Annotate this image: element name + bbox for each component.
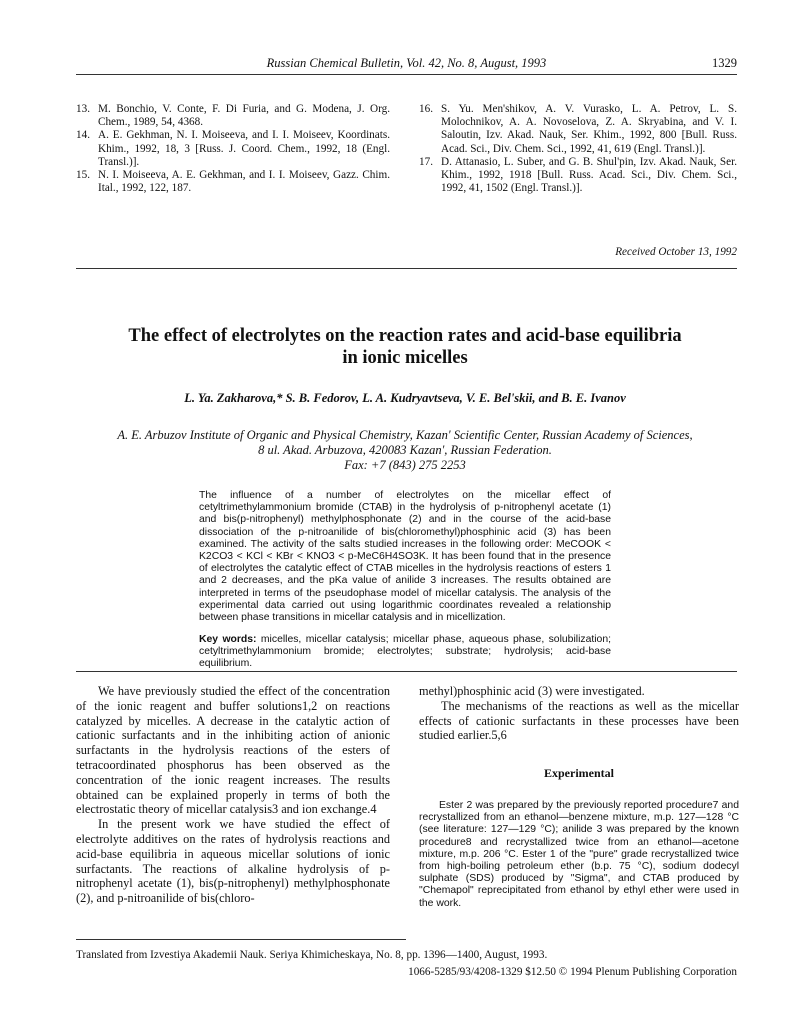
keywords-text: micelles, micellar catalysis; micellar phase, aqueous phase, solubilization; cetyltrimethylammonium bromide; electrolytes; substrate; hydrolysis; acid-base equilibrium. bbox=[199, 634, 611, 670]
paragraph: methyl)phosphinic acid (3) were investigated. bbox=[419, 684, 645, 698]
section-heading: Experimental bbox=[544, 766, 614, 780]
journal-citation: Russian Chemical Bulletin, Vol. 42, No. 8, August, 1993 bbox=[266, 56, 547, 70]
abstract: The influence of a number of electrolytes on the micellar effect of cetyltrimethylammonium bromide (CTAB) in the hydrolysis of p-nitrophenyl acetate (1) and bis(p-nitrophenyl) methylphosphonate (2) and in the course of the acid-base dissociation of the p-nitroanilide of bis(chloromethyl)phosphinic acid (3) has been examined. The activity of the salts studied increases in the following order: MeCOOK < K2CO3 < KCl < KBr < KNO3 < p-MeC6H4SO3K. It has been found that in the presence of electrolytes the catalytic effect of CTAB micelles in the hydrolysis reactions of esters 1 and 2 decreases, and the pKa value of anilide 3 increases. The results obtained are interpreted in terms of the pseudophase model of micellar catalysis. The analysis of the experimental data carried out using logarithmic coordinates revealed a relationship between phase transitions in micellar catalysis and in micellization. bbox=[199, 490, 611, 624]
reference-item: 13. M. Bonchio, V. Conte, F. Di Furia, and G. Modena, J. Org. Chem., 1989, 54, 4368. bbox=[76, 103, 390, 129]
body-left-column bbox=[76, 684, 390, 906]
section-divider bbox=[76, 671, 737, 672]
references-right-column bbox=[419, 103, 737, 195]
affiliation: A. E. Arbuzov Institute of Organic and Physical Chemistry, Kazan' Scientific Center, Russian Academy of Sciences, 8 ul. Akad. Arbuzova, 420083 Kazan', Russian Federation. Fax: +7 (843) 275 2253 bbox=[117, 428, 693, 472]
paragraph: The mechanisms of the reactions as well as the micellar effects of cationic surfactants in these processes have been studied earlier.5,6 bbox=[419, 698, 739, 743]
references-left-column bbox=[76, 103, 390, 195]
reference-item: 17. D. Attanasio, L. Suber, and G. B. Shul'pin, Izv. Akad. Nauk, Ser. Khim., 1992, 1918 [Bull. Russ. Acad. Sci., Div. Chem. Sci., 1992, 41, 1502 (Engl. Transl.)]. bbox=[419, 155, 737, 195]
footnote-divider bbox=[76, 939, 406, 940]
author-list: L. Ya. Zakharova,* S. B. Fedorov, L. A. Kudryavtseva, V. E. Bel'skii, and B. E. Ivanov bbox=[184, 391, 626, 405]
reference-item: 16. S. Yu. Men'shikov, A. V. Vurasko, L. A. Petrov, L. S. Molochnikov, A. A. Novoselova, Z. A. Skryabina, and V. I. Saloutin, Izv. Akad. Nauk, Ser. Khim., 1992, 800 [Bull. Russ. Acad. Sci., Div. Chem. Sci., 1992, 41, 619 (Engl. Transl.)]. bbox=[419, 103, 737, 155]
body-right-column bbox=[419, 684, 739, 743]
reference-item: 14. A. E. Gekhman, N. I. Moiseeva, and I. I. Moiseev, Koordinats. Khim., 1992, 18, 3 [Russ. J. Coord. Chem., 1992, 18 (Engl. Transl.)]. bbox=[76, 129, 390, 168]
translation-note: Translated from Izvestiya Akademii Nauk. Seriya Khimicheskaya, No. 8, pp. 1396—1400, August, 1993. bbox=[76, 949, 548, 961]
page-number: 1329 bbox=[712, 56, 737, 70]
paragraph: We have previously studied the effect of the concentration of the ionic reagent and buffer solutions1,2 on reactions catalyzed by micelles. A decrease in the catalytic action of cationic surfactants and in the inhibiting action of anionic surfactants in the hydrolysis reactions of the esters of tetracoordinated phosphorus has been observed as the concentration of the ionic reagent increases. The results obtained can be explained properly in terms of both the electrostatic theory of micellar catalysis3 and ion exchange.4 bbox=[76, 684, 390, 817]
received-date: Received October 13, 1992 bbox=[615, 246, 737, 258]
section-divider bbox=[76, 268, 737, 269]
reference-item: 15. N. I. Moiseeva, A. E. Gekhman, and I. I. Moiseev, Gazz. Chim. Ital., 1992, 122, 187. bbox=[76, 169, 390, 195]
paragraph: In the present work we have studied the effect of electrolyte additives on the rates of hydrolysis reactions and acid-base equilibria in aqueous micellar solutions of ionic surfactants. The reactions of alkaline hydrolysis of p-nitrophenyl acetate (1), bis(p-nitrophenyl) methylphosphonate (2), and p-nitroanilide of bis(chloro- bbox=[76, 817, 390, 906]
article-title: The effect of electrolytes on the reaction rates and acid-base equilibria in ionic micelles bbox=[128, 326, 682, 368]
experimental-text: Ester 2 was prepared by the previously reported procedure7 and recrystallized from an ethanol—benzene mixture, m.p. 127—128 °C (see literature: 127—129 °C); anilide 3 was prepared by the known procedure8 and recrystallized twice from an ethanol—acetone mixture, m.p. 206 °C. Ester 1 of the "pure" grade recrystallized twice from high-boiling petroleum ether (b.p. 75 °C), sodium dodecyl sulphate (SDS) produced by "Sigma", and CTAB produced by "Chemapol" reprecipitated from ethanol by ethyl ether were used in the work. bbox=[419, 800, 739, 909]
running-header bbox=[76, 54, 737, 75]
keywords bbox=[199, 634, 611, 671]
keywords-label: Key words: bbox=[199, 634, 257, 645]
copyright-line: 1066-5285/93/4208-1329 $12.50 © 1994 Plenum Publishing Corporation bbox=[408, 966, 737, 978]
